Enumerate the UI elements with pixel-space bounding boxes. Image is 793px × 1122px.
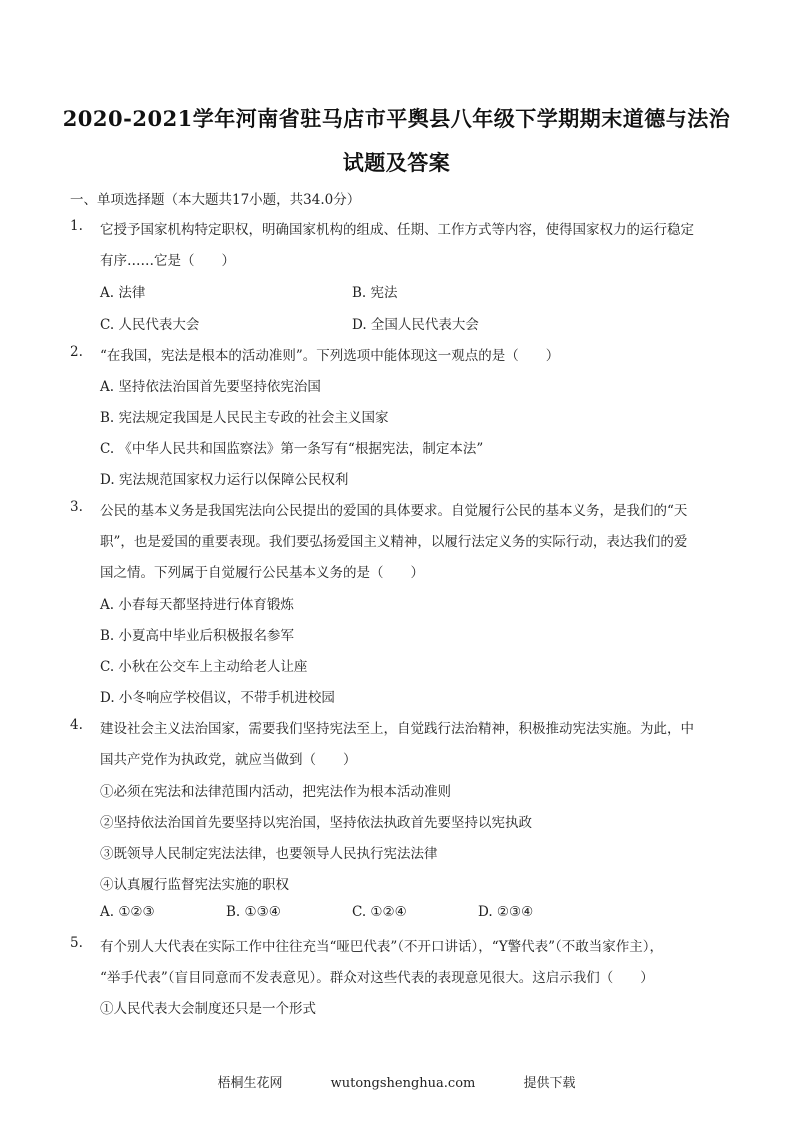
question-1-option-d: D. 全国人民代表大会 <box>352 317 479 333</box>
question-4-statement-4: ④认真履行监督宪法实施的职权 <box>100 877 289 893</box>
question-4-option-c: C. ①②④ <box>352 904 407 920</box>
question-1-number: 1. <box>70 218 83 234</box>
question-1-option-b: B. 宪法 <box>352 285 398 301</box>
question-3-option-d: D. 小冬响应学校倡议，不带手机进校园 <box>100 690 335 706</box>
question-4-statement-1: ①必须在宪法和法律范围内活动，把宪法作为根本活动准则 <box>100 784 451 800</box>
question-4-number: 4. <box>70 717 83 733</box>
question-5-number: 5. <box>70 935 83 951</box>
question-2-number: 2. <box>70 344 83 360</box>
question-4-stem-line-1: 建设社会主义法治国家，需要我们坚持宪法至上，自觉践行法治精神，积极推动宪法实施。为此，中 <box>100 721 694 737</box>
question-2-option-a: A. 坚持依法治国首先要坚持依宪治国 <box>100 379 321 395</box>
question-3-stem-line-2: 职”，也是爱国的重要表现。我们要弘扬爱国主义精神，以履行法定义务的实际行动，表达我们的爱 <box>100 534 688 550</box>
question-3-stem-line-1: 公民的基本义务是我国宪法向公民提出的爱国的具体要求。自觉履行公民的基本义务，是我们的“天 <box>100 503 688 519</box>
question-1-option-a: A. 法律 <box>100 285 146 301</box>
question-5-stem-line-1: 有个别人大代表在实际工作中往往充当“哑巴代表”（不开口讲话），“Y警代表”（不敢当家作主）， <box>100 939 664 955</box>
footer-site-url[interactable]: wutongshenghua.com <box>330 1076 476 1091</box>
question-4-option-b: B. ①③④ <box>226 904 281 920</box>
document-title-line-1: 2020-2021学年河南省驻马店市平舆县八年级下学期期末道德与法治 <box>62 106 731 131</box>
question-5-stem-line-2: “举手代表”（盲目同意而不发表意见）。群众对这些代表的表现意见很大。这启示我们（ ） <box>100 970 654 986</box>
footer-site-name: 梧桐生花网 <box>217 1076 283 1091</box>
question-2-stem-line-1: “在我国，宪法是根本的活动准则”。下列选项中能体现这一观点的是（ ） <box>100 348 560 364</box>
footer-note: 提供下载 <box>523 1076 576 1091</box>
question-3-option-c: C. 小秋在公交车上主动给老人让座 <box>100 659 308 675</box>
question-1-option-c: C. 人民代表大会 <box>100 317 200 333</box>
question-1-stem-line-1: 它授予国家机构特定职权，明确国家机构的组成、任期、工作方式等内容，使得国家权力的运行稳定 <box>100 222 694 238</box>
question-2-option-b: B. 宪法规定我国是人民民主专政的社会主义国家 <box>100 410 389 426</box>
page-footer <box>0 1072 793 1091</box>
question-4-statement-2: ②坚持依法治国首先要坚持以宪治国，坚持依法执政首先要坚持以宪执政 <box>100 815 532 831</box>
question-3-stem-line-3: 国之情。下列属于自觉履行公民基本义务的是（ ） <box>100 565 424 581</box>
question-4-option-a: A. ①②③ <box>100 904 155 920</box>
question-2-option-d: D. 宪法规范国家权力运行以保障公民权利 <box>100 472 349 488</box>
question-2-option-c: C. 《中华人民共和国监察法》第一条写有“根据宪法，制定本法” <box>100 441 484 457</box>
question-4-option-d: D. ②③④ <box>478 904 534 920</box>
question-1-stem-line-2: 有序……它是（ ） <box>100 253 235 269</box>
document-title-line-2: 试题及答案 <box>342 150 451 175</box>
question-3-option-b: B. 小夏高中毕业后积极报名参军 <box>100 628 295 644</box>
question-4-stem-line-2: 国共产党作为执政党，就应当做到（ ） <box>100 752 357 768</box>
question-5-statement-1: ①人民代表大会制度还只是一个形式 <box>100 1001 316 1017</box>
question-4-statement-3: ③既领导人民制定宪法法律，也要领导人民执行宪法法律 <box>100 846 438 862</box>
question-3-option-a: A. 小春每天都坚持进行体育锻炼 <box>100 597 294 613</box>
section-heading: 一、单项选择题（本大题共17小题，共34.0分） <box>70 192 361 208</box>
question-3-number: 3. <box>70 499 83 515</box>
